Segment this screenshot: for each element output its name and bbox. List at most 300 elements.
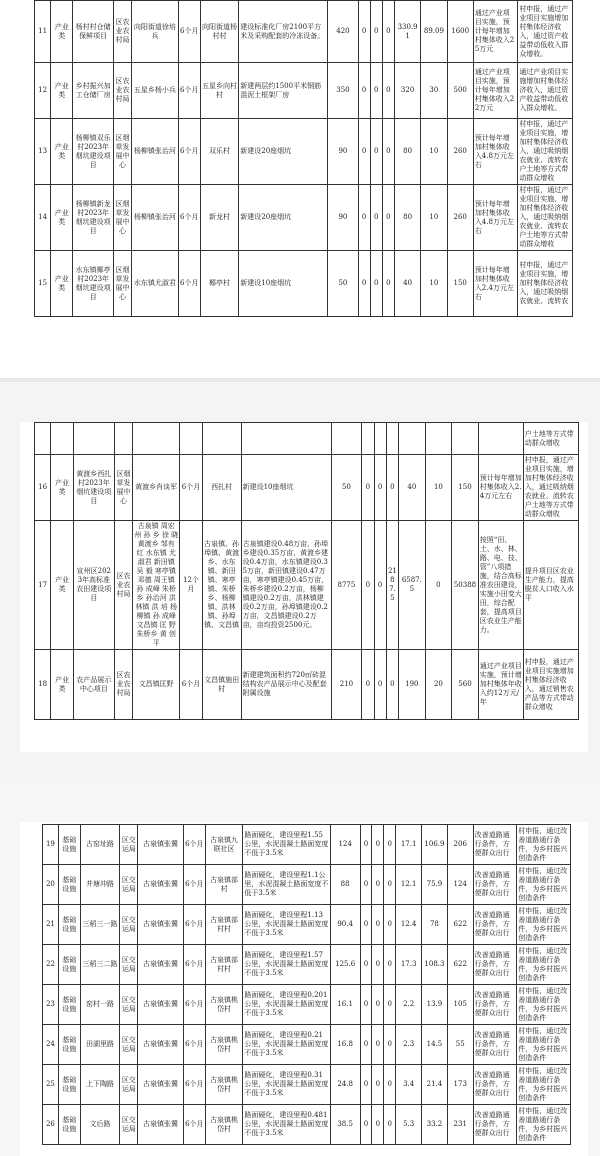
cell-period: 6个月 — [183, 1025, 205, 1065]
cell-no: 14 — [35, 185, 51, 251]
cell-f: 231 — [447, 1105, 473, 1145]
cell-owner: 古泉镇张冀 — [138, 865, 184, 905]
cell-owner: 向阳街道徐培兵 — [132, 1, 179, 63]
cell-benefit: 改善道路通行条件，方便群众出行 — [473, 905, 517, 945]
empty-cell — [114, 423, 132, 455]
cell-content: 路面硬化，建设里程1.55公里，水泥混凝土路面宽度不低于3.5米 — [243, 825, 330, 865]
cell-owner: 古泉镇张冀 — [138, 825, 184, 865]
cell-mech: 提升项目区农业生产能力，提高脱贫人口收入水平 — [523, 521, 578, 650]
table-row — [35, 1, 573, 63]
empty-cell — [241, 423, 331, 455]
cell-mech: 村申报，通过改善道路通行条件，为乡村振兴创造条件 — [517, 905, 571, 945]
cell-e: 14.5 — [422, 1025, 448, 1065]
cell-place: 双乐村 — [200, 119, 238, 185]
cell-f: 560 — [452, 650, 479, 720]
cell-type: 基础设施 — [58, 865, 80, 905]
cell-mech: 村申报，通过改善道路通行条件，为乡村振兴创造条件 — [517, 1065, 571, 1105]
cell-a: 0 — [358, 1, 370, 63]
cell-mech: 村申报，通过改善道路通行条件，为乡村振兴创造条件 — [517, 985, 571, 1025]
cell-period: 6个月 — [183, 1065, 205, 1105]
cell-e: 78 — [422, 905, 448, 945]
cell-owner: 文昌镇匡野 — [133, 650, 180, 720]
cell-content: 路面硬化，建设里程1.1公里，水泥混凝土路面宽度不低于3.5米 — [243, 865, 330, 905]
cell-d: 40 — [394, 251, 420, 317]
cell-period: 6个月 — [183, 985, 205, 1025]
cell-no: 15 — [35, 251, 51, 317]
cell-total: 50 — [331, 455, 362, 521]
cell-no: 20 — [43, 865, 59, 905]
cell-period: 6个月 — [183, 825, 205, 865]
cell-type: 基础设施 — [58, 985, 80, 1025]
cell-period: 6个月 — [178, 63, 200, 119]
cell-d: 17.1 — [396, 825, 422, 865]
cell-place: 文昌镇施田村 — [202, 650, 241, 720]
cell-a: 0 — [358, 119, 370, 185]
cell-f: 260 — [447, 119, 473, 185]
cell-type: 产业类 — [51, 119, 73, 185]
cell-total: 16.1 — [330, 985, 360, 1025]
cell-e: 75.9 — [422, 865, 448, 905]
cell-d: 6587.5 — [399, 521, 426, 650]
cell-d: 80 — [394, 119, 420, 185]
cell-owner: 五星乡杨小兵 — [132, 63, 179, 119]
cell-no: 11 — [35, 1, 51, 63]
cell-e: 10 — [425, 455, 452, 521]
cell-no: 23 — [43, 985, 59, 1025]
cell-period: 6个月 — [178, 119, 200, 185]
cell-content: 路面硬化，建设里程1.57公里，水泥混凝土路面宽度不低于3.5米 — [243, 945, 330, 985]
cell-unit: 区交运局 — [120, 1065, 138, 1105]
table-row — [43, 1025, 571, 1065]
table-row — [35, 650, 579, 720]
cell-c: 0 — [384, 1065, 396, 1105]
cell-place: 古泉镇部村村 — [205, 945, 243, 985]
cell-e: 10 — [421, 185, 447, 251]
cell-f: 206 — [447, 825, 473, 865]
cell-owner: 古泉镇张冀 — [138, 985, 184, 1025]
cell-d: 320 — [394, 63, 420, 119]
cell-no: 12 — [35, 63, 51, 119]
cell-mech: 村申报，通过产业项目实施，增加村集体经济收入，通过吸纳烟农就业、流转农户土地等方式带动群众增收 — [523, 455, 578, 521]
cell-mech: 村申报，通过改善道路通行条件，为乡村振兴创造条件 — [517, 865, 571, 905]
cell-a: 0 — [360, 1105, 372, 1145]
cell-name: 三稻三二路 — [80, 945, 120, 985]
cell-no: 18 — [35, 650, 51, 720]
cell-c: 0 — [386, 455, 398, 521]
cell-owner: 杨柳镇张治河 — [132, 185, 179, 251]
cell-b: 0 — [372, 865, 384, 905]
cell-period: 6个月 — [180, 650, 203, 720]
cell-a: 0 — [358, 63, 370, 119]
cell-total: 38.5 — [330, 1105, 360, 1145]
cell-total: 90.4 — [330, 905, 360, 945]
cell-type: 基础设施 — [58, 825, 80, 865]
empty-cell — [202, 423, 241, 455]
cell-mech: 村申报，通过产业项目实施增加村集体经济收入，通过资产收益带动低收入群众增收。 — [518, 1, 573, 63]
cell-c: 0 — [384, 1105, 396, 1145]
cell-type: 基础设施 — [58, 905, 80, 945]
cell-name: 乡村振兴加工仓储厂房 — [73, 63, 113, 119]
cell-period: 6个月 — [183, 865, 205, 905]
cell-f: 150 — [447, 251, 473, 317]
cell-d: 40 — [399, 455, 426, 521]
cell-benefit: 按照“田、土、水、林、路、电、技、管”八项措施，结合高标准农田建设，实施小田变大田，综合配套，提高项目区农业生产能力。 — [478, 521, 523, 650]
cell-mech: 村申报，通过改善道路通行条件，为乡村振兴创造条件 — [517, 945, 571, 985]
cell-content: 新建设20座烟坑 — [239, 119, 328, 185]
continuation-text: 户土地等方式带动群众增收 — [523, 423, 578, 455]
table-row — [35, 455, 579, 521]
cell-unit: 区烟草发展中心 — [113, 119, 131, 185]
cell-name: 文后路 — [80, 1105, 120, 1145]
cell-mech: 村申报，通过产业项目实施，增加村集体经济收入，通过吸纳烟农就业、流转农 — [518, 251, 573, 317]
cell-c: 0 — [382, 1, 394, 63]
cell-e: 21.4 — [422, 1065, 448, 1105]
cell-type: 产业类 — [51, 521, 74, 650]
cell-benefit: 通过产业项目实施，预计每年增加村集体收入25万元 — [473, 1, 518, 63]
cell-owner: 水东镇尤淑君 — [132, 251, 179, 317]
cell-unit: 区农业农村局 — [113, 63, 131, 119]
cell-b: 0 — [370, 251, 382, 317]
cell-name: 宣州区2023年高标准农田建设项目 — [73, 521, 114, 650]
cell-place: 古泉镇、孙埠镇、黄渡乡、水东镇、新田镇、寒亭镇、朱桥乡、杨柳镇、洪林镇、孙埠镇、文昌镇 — [202, 521, 241, 650]
cell-owner: 古泉镇张冀 — [138, 1065, 184, 1105]
cell-unit: 区交运局 — [120, 825, 138, 865]
cell-e: 13.9 — [422, 985, 448, 1025]
document-page-2 — [0, 382, 600, 782]
cell-mech: 村申报，通过产业项目实施，增加村集体经济收入，通过吸纳烟农就业、流转农户土地等方式带动群众增收 — [518, 119, 573, 185]
cell-mech: 村申报，通过改善道路通行条件，为乡村振兴创造条件 — [517, 825, 571, 865]
cell-type: 产业类 — [51, 185, 73, 251]
empty-cell — [331, 423, 362, 455]
cell-c: 2187.5 — [386, 521, 398, 650]
cell-type: 基础设施 — [58, 1065, 80, 1105]
cell-content: 新建两层约1500平米钢筋混泥土框架厂房 — [239, 63, 328, 119]
cell-b: 0 — [370, 1, 382, 63]
cell-name: 农产品展示中心项目 — [73, 650, 114, 720]
cell-type: 产业类 — [51, 455, 74, 521]
cell-total: 125.6 — [330, 945, 360, 985]
empty-cell — [35, 423, 51, 455]
cell-d: 80 — [394, 185, 420, 251]
cell-unit: 区交运局 — [120, 905, 138, 945]
empty-cell — [133, 423, 180, 455]
cell-d: 2.2 — [396, 985, 422, 1025]
empty-cell — [425, 423, 452, 455]
cell-a: 0 — [360, 825, 372, 865]
cell-c: 0 — [384, 945, 396, 985]
cell-owner: 古泉镇张冀 — [138, 945, 184, 985]
cell-period: 6个月 — [180, 455, 203, 521]
cell-benefit: 预计每年增加村集体收入2.4万元左右 — [478, 455, 523, 521]
cell-total: 90 — [328, 185, 358, 251]
cell-a: 0 — [360, 985, 372, 1025]
cell-e: 0 — [425, 521, 452, 650]
cell-no: 25 — [43, 1065, 59, 1105]
cell-content: 路面硬化，建设里程0.481公里，水泥混凝土路面宽度不低于3.5米 — [243, 1105, 330, 1145]
cell-b: 0 — [372, 1025, 384, 1065]
cell-type: 基础设施 — [58, 1105, 80, 1145]
cell-no: 19 — [43, 825, 59, 865]
project-table-page-1 — [34, 0, 573, 317]
cell-period: 12个月 — [180, 521, 203, 650]
table-row — [35, 119, 573, 185]
cell-f: 260 — [447, 185, 473, 251]
cell-no: 13 — [35, 119, 51, 185]
table-row — [43, 945, 571, 985]
cell-benefit: 改善道路通行条件，方便群众出行 — [473, 1025, 517, 1065]
cell-f: 173 — [447, 1065, 473, 1105]
cell-benefit: 改善道路通行条件，方便群众出行 — [473, 865, 517, 905]
cell-f: 1600 — [447, 1, 473, 63]
cell-a: 0 — [358, 251, 370, 317]
cell-name: 窑村一路 — [80, 985, 120, 1025]
cell-no: 21 — [43, 905, 59, 945]
cell-c: 0 — [384, 905, 396, 945]
cell-f: 124 — [447, 865, 473, 905]
cell-place: 椰亭村 — [200, 251, 238, 317]
document-page-1 — [0, 0, 600, 382]
cell-owner: 古泉镇张冀 — [138, 1025, 184, 1065]
cell-no: 16 — [35, 455, 51, 521]
cell-d: 5.3 — [396, 1105, 422, 1145]
cell-name: 水东镇椰亭村2023年烟坑建设项目 — [73, 251, 113, 317]
empty-cell — [374, 423, 386, 455]
cell-mech: 村申报，通过改善道路通行条件，为乡村振兴创造条件 — [517, 1105, 571, 1145]
cell-e: 10 — [421, 251, 447, 317]
cell-f: 622 — [447, 945, 473, 985]
cell-b: 0 — [370, 119, 382, 185]
cell-name: 黄渡乡西扎村2023年烟坑建设项目 — [73, 455, 114, 521]
cell-unit: 区交运局 — [120, 1105, 138, 1145]
page-1-sheet — [0, 0, 600, 382]
cell-unit: 区烟草发展中心 — [113, 185, 131, 251]
table-row — [43, 865, 571, 905]
cell-f: 50388 — [452, 521, 479, 650]
cell-unit: 区农业农村局 — [113, 1, 131, 63]
page-3-sheet — [20, 822, 588, 1156]
cell-content: 古泉镇建设0.48万亩，孙埠乡建设0.35万亩，黄渡乡建设0.4万亩，水东镇建设0.35万亩，新田镇建设0.47万亩，寒亭镇建设0.45万亩，朱桥乡建设0.2万亩，杨柳镇建设0.2万亩，洪林镇建设0.2万亩，孙埠镇建设0.2万亩，文昌镇建设0.2万亩，亩均投资2500元。 — [241, 521, 331, 650]
empty-cell — [478, 423, 523, 455]
cell-c: 0 — [382, 119, 394, 185]
cell-b: 0 — [372, 1105, 384, 1145]
cell-f: 150 — [452, 455, 479, 521]
cell-place: 新龙村 — [200, 185, 238, 251]
cell-f: 622 — [447, 905, 473, 945]
cell-content: 新建建筑面积约720㎡砖混结构农产品展示中心及配套附属设施 — [241, 650, 331, 720]
table-row — [35, 63, 573, 119]
cell-name: 杨柳镇新龙村2023年烟坑建设项目 — [73, 185, 113, 251]
cell-content: 路面硬化，建设里程0.201公里，水泥混凝土路面宽度不低于3.5米 — [243, 985, 330, 1025]
cell-d: 190 — [399, 650, 426, 720]
cell-unit: 区交运局 — [120, 985, 138, 1025]
cell-name: 三稻三一路 — [80, 905, 120, 945]
cell-content: 新建设10座烟坑 — [241, 455, 331, 521]
cell-place: 向阳街道杨村村 — [200, 1, 238, 63]
cell-c: 0 — [382, 63, 394, 119]
cell-content: 建设标准化厂房2100平方米及采购配套的冷冻设备。 — [239, 1, 328, 63]
cell-f: 55 — [447, 1025, 473, 1065]
cell-a: 0 — [360, 1025, 372, 1065]
cell-period: 6个月 — [178, 251, 200, 317]
table-row — [43, 905, 571, 945]
cell-e: 33.2 — [422, 1105, 448, 1145]
cell-content: 路面硬化，建设里程0.31公里，水泥混凝土路面宽度不低于3.5米 — [243, 1065, 330, 1105]
empty-cell — [180, 423, 203, 455]
empty-cell — [51, 423, 74, 455]
cell-unit: 区交运局 — [120, 945, 138, 985]
cell-d: 12.1 — [396, 865, 422, 905]
cell-unit: 区交运局 — [120, 1025, 138, 1065]
cell-total: 420 — [328, 1, 358, 63]
document-page-3 — [0, 782, 600, 1156]
cell-d: 12.4 — [396, 905, 422, 945]
cell-type: 产业类 — [51, 251, 73, 317]
cell-total: 8775 — [331, 521, 362, 650]
cell-period: 6个月 — [183, 945, 205, 985]
cell-benefit: 改善道路通行条件，方便群众出行 — [473, 1105, 517, 1145]
table-row — [43, 1065, 571, 1105]
cell-content: 新建设10座烟坑 — [239, 251, 328, 317]
page-2-sheet — [20, 422, 588, 752]
cell-e: 10 — [421, 119, 447, 185]
empty-cell — [386, 423, 398, 455]
cell-type: 产业类 — [51, 1, 73, 63]
cell-name: 杨柳镇双乐村2023年烟坑建设项目 — [73, 119, 113, 185]
cell-a: 0 — [362, 521, 374, 650]
cell-type: 基础设施 — [58, 945, 80, 985]
cell-benefit: 预计每年增加村集体收入2.4万元左右 — [473, 251, 518, 317]
cell-c: 0 — [386, 650, 398, 720]
table-row — [35, 251, 573, 317]
cell-place: 古泉镇桃岱村 — [205, 1065, 243, 1105]
cell-no: 22 — [43, 945, 59, 985]
table-row — [35, 521, 579, 650]
cell-total: 124 — [330, 825, 360, 865]
cell-place: 古泉镇桃岱村 — [205, 985, 243, 1025]
cell-e: 30 — [421, 63, 447, 119]
cell-b: 0 — [370, 63, 382, 119]
cell-place: 古泉镇部村村 — [205, 905, 243, 945]
cell-total: 16.8 — [330, 1025, 360, 1065]
cell-f: 105 — [447, 985, 473, 1025]
cell-e: 106.9 — [422, 825, 448, 865]
cell-a: 0 — [360, 865, 372, 905]
cell-a: 0 — [358, 185, 370, 251]
cell-d: 17.3 — [396, 945, 422, 985]
continuation-row — [35, 423, 579, 455]
cell-c: 0 — [384, 865, 396, 905]
cell-d: 2.3 — [396, 1025, 422, 1065]
cell-b: 0 — [372, 905, 384, 945]
cell-total: 24.8 — [330, 1065, 360, 1105]
project-table-page-2 — [34, 422, 579, 720]
cell-a: 0 — [360, 1065, 372, 1105]
cell-period: 6个月 — [183, 1105, 205, 1145]
cell-mech: 村申报，通过产业项目实施增加村集体经济收入，通过销售农产品等方式带动群众增收 — [523, 650, 578, 720]
cell-total: 210 — [331, 650, 362, 720]
cell-mech: 通过产业项目实施增加村集体经济收入，通过资产收益带动低收入群众增收。 — [518, 63, 573, 119]
cell-c: 0 — [384, 985, 396, 1025]
cell-owner: 杨柳镇张治河 — [132, 119, 179, 185]
cell-b: 0 — [374, 521, 386, 650]
cell-type: 产业类 — [51, 63, 73, 119]
cell-f: 500 — [447, 63, 473, 119]
cell-content: 路面硬化，建设里程0.21公里，水泥混凝土路面宽度不低于3.5米 — [243, 1025, 330, 1065]
cell-name: 井塘冲路 — [80, 865, 120, 905]
table-row — [35, 185, 573, 251]
cell-a: 0 — [360, 945, 372, 985]
table-row — [43, 1105, 571, 1145]
cell-mech: 村申报，通过产业项目实施，增加村集体经济收入，通过吸纳烟农就业、流转农户土地等方式带动群众增收 — [518, 185, 573, 251]
cell-owner: 黄渡乡肖谈军 — [133, 455, 180, 521]
cell-owner: 古泉镇张冀 — [138, 905, 184, 945]
cell-total: 50 — [328, 251, 358, 317]
project-table-page-3 — [42, 824, 571, 1145]
cell-place: 五星乡向村村 — [200, 63, 238, 119]
empty-cell — [452, 423, 479, 455]
cell-name: 田湖里路 — [80, 1025, 120, 1065]
cell-benefit: 预计每年增加村集体收入4.8万元左右 — [473, 119, 518, 185]
cell-e: 20 — [425, 650, 452, 720]
cell-content: 新建设20座烟坑 — [239, 185, 328, 251]
cell-e: 89.09 — [421, 1, 447, 63]
cell-d: 330.91 — [394, 1, 420, 63]
cell-place: 古泉镇桃岱村 — [205, 1105, 243, 1145]
cell-unit: 区农业农村局 — [114, 650, 132, 720]
cell-b: 0 — [372, 985, 384, 1025]
cell-b: 0 — [372, 1065, 384, 1105]
cell-total: 88 — [330, 865, 360, 905]
cell-type: 基础设施 — [58, 1025, 80, 1065]
empty-cell — [73, 423, 114, 455]
cell-b: 0 — [374, 650, 386, 720]
cell-b: 0 — [372, 945, 384, 985]
cell-type: 产业类 — [51, 650, 74, 720]
cell-a: 0 — [362, 650, 374, 720]
cell-mech: 村申报，通过改善道路通行条件，为乡村振兴创造条件 — [517, 1025, 571, 1065]
cell-unit: 区烟草发展中心 — [114, 455, 132, 521]
cell-unit: 区烟草发展中心 — [113, 251, 131, 317]
cell-place: 古泉镇桃岱村 — [205, 1025, 243, 1065]
cell-content: 路面硬化，建设里程1.13公里，水泥混凝土路面宽度不低于3.5米 — [243, 905, 330, 945]
cell-name: 上下陶路 — [80, 1065, 120, 1105]
cell-d: 3.4 — [396, 1065, 422, 1105]
cell-total: 90 — [328, 119, 358, 185]
cell-owner: 古泉镇张冀 — [138, 1105, 184, 1145]
cell-benefit: 改善道路通行条件，方便群众出行 — [473, 1065, 517, 1105]
cell-owner: 古泉镇 周宏州 孙 乡 徐 晓 黄渡乡 邹有红 水东镇 尤淑君 新田镇 吴 毅 寒亭镇 邓德 周王镇 孙 成峰 朱桥乡 孙治河 洪林镇 洪 培 杨柳镇 孙 成峰 文昌镇 匡 野 朱桥乡 黄 创 平 — [133, 521, 180, 650]
cell-period: 6个月 — [178, 1, 200, 63]
cell-c: 0 — [382, 185, 394, 251]
cell-b: 0 — [370, 185, 382, 251]
cell-b: 0 — [374, 455, 386, 521]
table-row — [43, 985, 571, 1025]
cell-benefit: 通过产业项目实施，预计每年增加村集体收入22万元 — [473, 63, 518, 119]
cell-no: 26 — [43, 1105, 59, 1145]
cell-benefit: 预计每年增加村集体收入4.8万元左右 — [473, 185, 518, 251]
cell-place: 古泉镇部村 — [205, 865, 243, 905]
table-row — [43, 825, 571, 865]
cell-total: 350 — [328, 63, 358, 119]
empty-cell — [362, 423, 374, 455]
cell-place: 西扎村 — [202, 455, 241, 521]
cell-c: 0 — [382, 251, 394, 317]
cell-a: 0 — [360, 905, 372, 945]
cell-e: 108.3 — [422, 945, 448, 985]
cell-a: 0 — [362, 455, 374, 521]
cell-c: 0 — [384, 825, 396, 865]
cell-name: 古窑址路 — [80, 825, 120, 865]
